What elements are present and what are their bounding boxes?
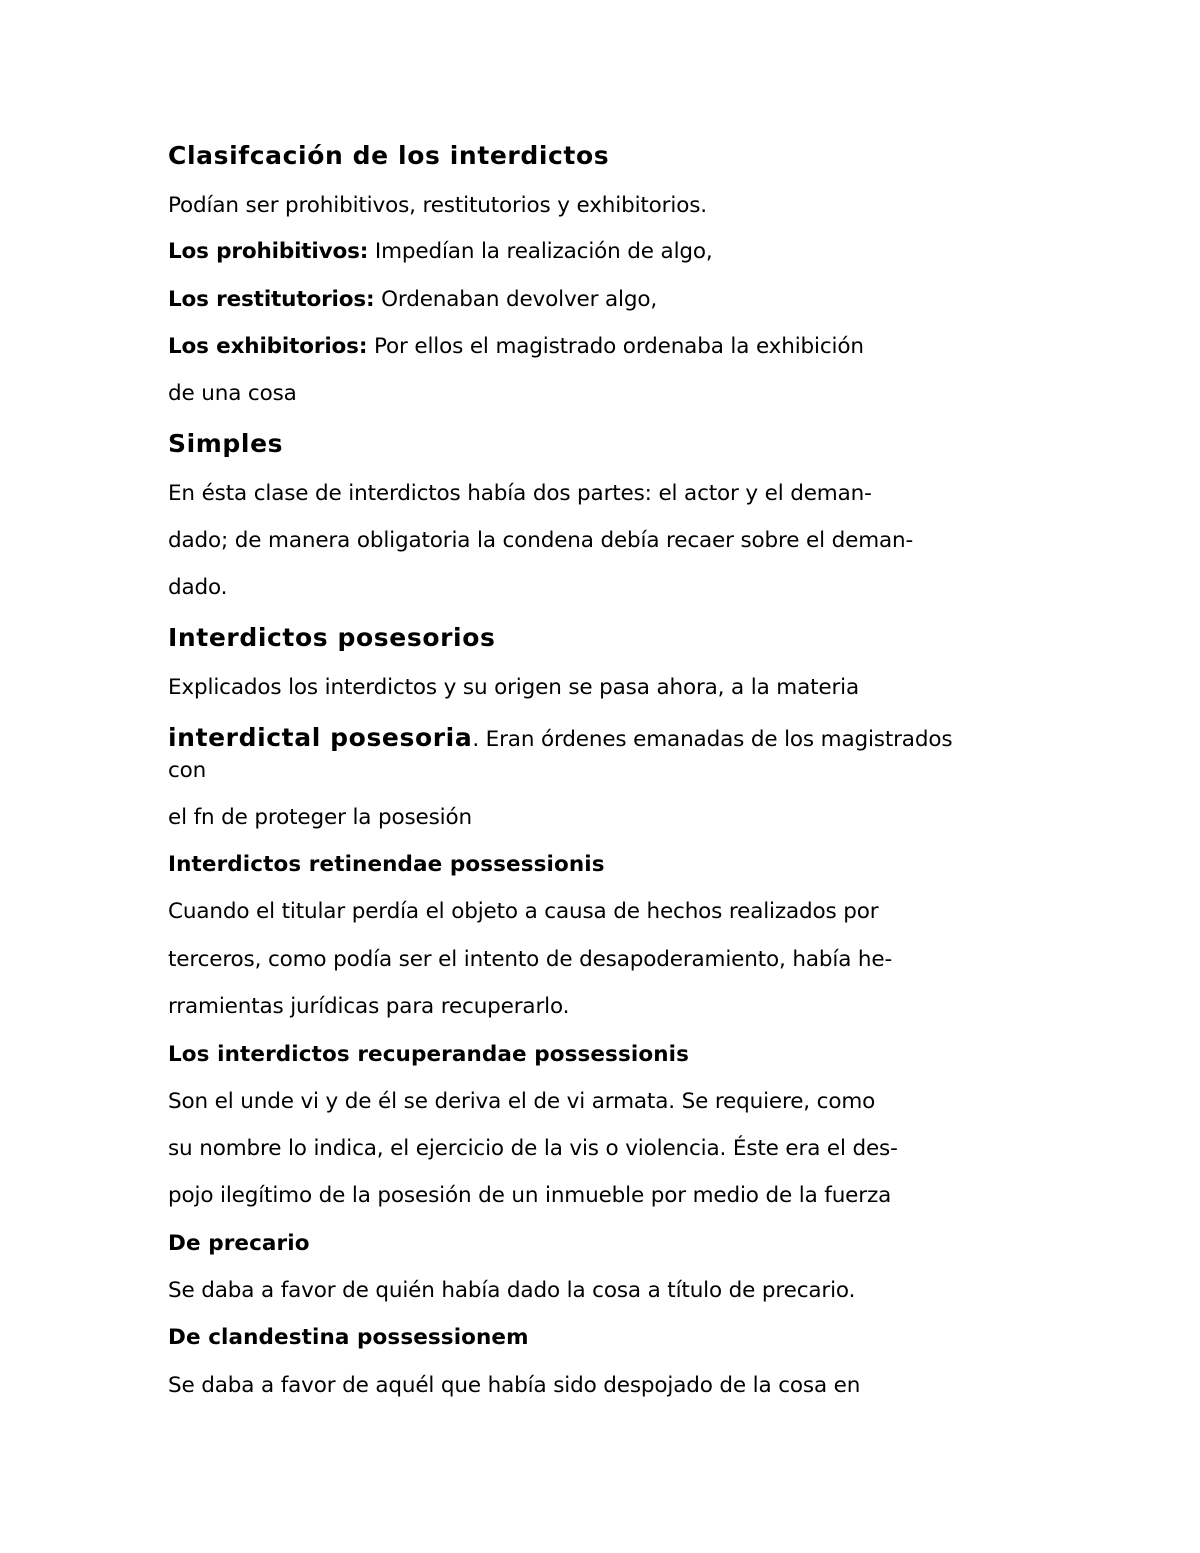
exhibitorios-continuation: de una cosa xyxy=(168,381,297,406)
exhibitorios-line xyxy=(168,333,864,361)
prohibitivos-text: Impedían la realización de algo, xyxy=(368,239,713,264)
posesorios-line xyxy=(168,724,952,754)
prohibitivos-line xyxy=(168,238,713,266)
heading-recuperandae: Los interdictos recuperandae possessionis xyxy=(168,1042,689,1067)
heading-precario: De precario xyxy=(168,1231,310,1256)
restitutorios-label: Los restitutorios: xyxy=(168,287,375,312)
restitutorios-text: Ordenaban devolver algo, xyxy=(374,287,658,312)
heading-simples: Simples xyxy=(168,429,284,458)
heading-clandestina: De clandestina possessionem xyxy=(168,1325,529,1350)
exhibitorios-text: Por ellos el magistrado ordenaba la exhibición xyxy=(367,334,864,359)
retinendae-line: Cuando el titular perdía el objeto a causa de hechos realizados por xyxy=(168,899,879,924)
posesorios-emphasis: interdictal posesoria xyxy=(168,723,473,752)
posesorios-line: con xyxy=(168,758,207,783)
simples-line: dado; de manera obligatoria la condena debía recaer sobre el deman- xyxy=(168,528,914,553)
posesorios-rest: . Eran órdenes emanadas de los magistrados xyxy=(472,727,953,752)
recuperandae-line: su nombre lo indica, el ejercicio de la vis o violencia. Éste era el des- xyxy=(168,1136,898,1161)
prohibitivos-label: Los prohibitivos: xyxy=(168,239,369,264)
retinendae-line: terceros, como podía ser el intento de desapoderamiento, había he- xyxy=(168,947,893,972)
posesorios-line: el fn de proteger la posesión xyxy=(168,805,472,830)
restitutorios-line xyxy=(168,286,657,314)
heading-retinendae: Interdictos retinendae possessionis xyxy=(168,852,605,877)
posesorios-line: Explicados los interdictos y su origen se pasa ahora, a la materia xyxy=(168,675,859,700)
precario-text: Se daba a favor de quién había dado la cosa a título de precario. xyxy=(168,1278,856,1303)
retinendae-line: rramientas jurídicas para recuperarlo. xyxy=(168,994,570,1019)
heading-clasificacion: Clasifcación de los interdictos xyxy=(168,141,610,170)
exhibitorios-label: Los exhibitorios: xyxy=(168,334,368,359)
simples-line: En ésta clase de interdictos había dos partes: el actor y el deman- xyxy=(168,481,872,506)
heading-posesorios: Interdictos posesorios xyxy=(168,623,496,652)
intro-paragraph: Podían ser prohibitivos, restitutorios y exhibitorios. xyxy=(168,193,707,218)
simples-line: dado. xyxy=(168,575,228,600)
recuperandae-line: pojo ilegítimo de la posesión de un inmueble por medio de la fuerza xyxy=(168,1183,892,1208)
recuperandae-line: Son el unde vi y de él se deriva el de vi armata. Se requiere, como xyxy=(168,1089,876,1114)
clandestina-text: Se daba a favor de aquél que había sido despojado de la cosa en xyxy=(168,1373,861,1398)
